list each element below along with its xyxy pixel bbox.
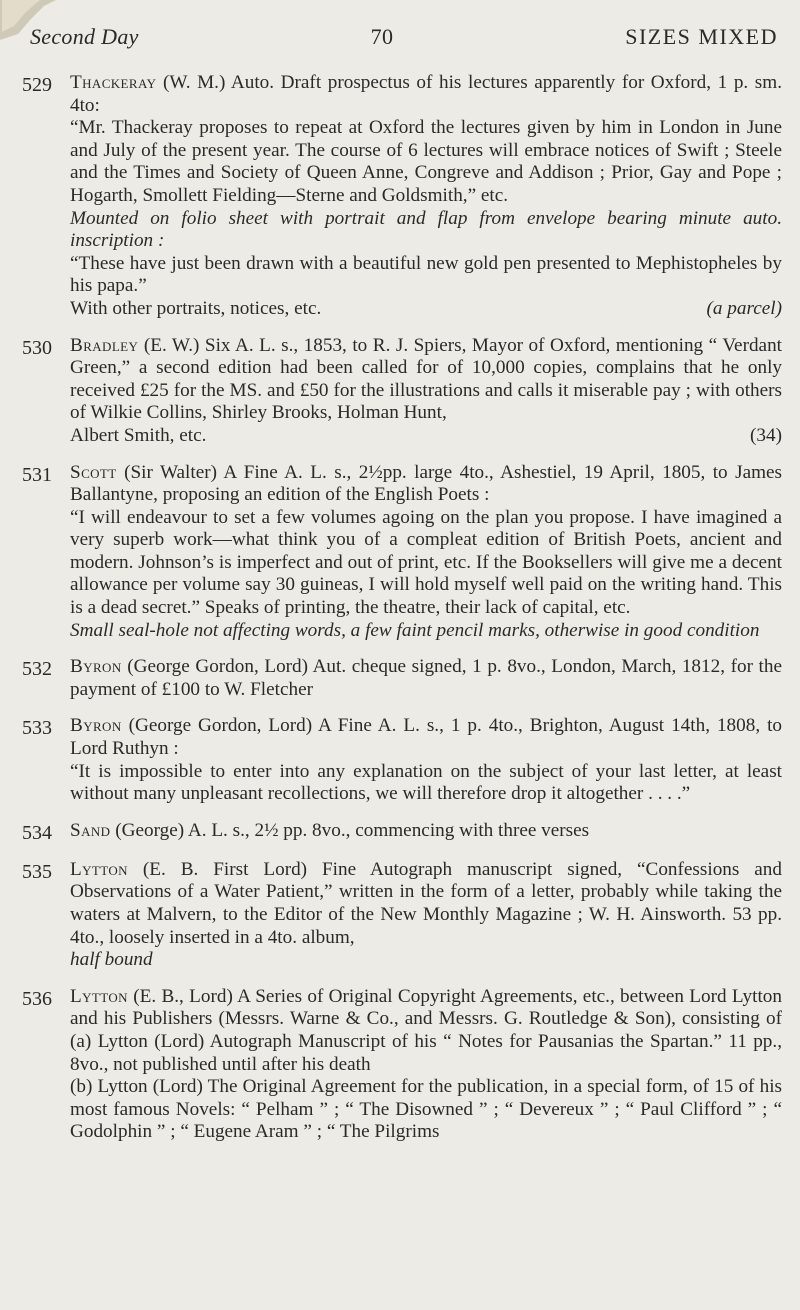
lot-number: 533 (22, 717, 52, 740)
lot-quote-2: “These have just been drawn with a beautiful new gold pen presented to Mephistopheles by his papa.” (70, 252, 782, 297)
lot-author: Lytton (70, 858, 128, 880)
lot-number: 530 (22, 336, 52, 359)
lot-description: (Sir Walter) A Fine A. L. s., 2½pp. large 4to., Ashestiel, 19 April, 1805, to James Ballantyne, proposing an edition of the English Poets : (70, 461, 782, 506)
lot-tail: Albert Smith, etc. (70, 424, 207, 446)
lot-quantity: (a parcel) (706, 297, 782, 319)
lot-description: (George Gordon, Lord) A Fine A. L. s., 1 p. 4to., Brighton, August 14th, 1808, to Lord Ruthyn : (70, 715, 782, 760)
lot-quantity: (34) (750, 424, 782, 446)
lot-entry (22, 986, 782, 1144)
lot-description: (E. W.) Six A. L. s., 1853, to R. J. Spiers, Mayor of Oxford, mentioning “ Verdant Green,” a second edition had been called for of 10,000 copies, complains that he only received £25 for the MS. and £50 for the illustrations and calls it miserable pay ; with others of Wilkie Collins, Shirley Brooks, Holman Hunt, (70, 334, 782, 424)
lot-author: Thackeray (70, 72, 157, 93)
lot-body (70, 715, 782, 805)
lot-body (70, 72, 782, 321)
lot-quote: “Mr. Thackeray proposes to repeat at Oxford the lectures given by him in London in June and July of the present year. The course of 6 lectures will embrace notices of Swift ; Steele and the Times and Society of Queen Anne, Congreve and Addison ; Prior, Gay and Pope ; Hogarth, Smollett Fielding—Sterne and Goldsmith,” etc. (70, 117, 782, 206)
lot-description: (E. B. First Lord) Fine Autograph manuscript signed, “Confessions and Observations of a Water Patient,” written in the form of a letter, probably while taking the waters at Malvern, to the Editor of the New Monthly Magazine ; W. H. Ainsworth. 53 pp. 4to., loosely inserted in a 4to. album, (70, 858, 782, 948)
lot-entry (22, 859, 782, 972)
lot-author: Scott (70, 461, 117, 483)
lot-entry (22, 820, 782, 845)
lot-author: Lytton (70, 985, 128, 1007)
lot-condition: Small seal-hole not affecting words, a few faint pencil marks, otherwise in good condition (70, 619, 760, 641)
lot-list (22, 72, 782, 1158)
lot-condition: half bound (70, 949, 153, 971)
lot-quote: “I will endeavour to set a few volumes agoing on the plan you propose. I have imagined a very superb work—what think you of a compleat edition of British Poets, ancient and modern. Johnson’s is imperfect and out of print, etc. If the Booksellers will give me a decent allowance per volume say 30 guineas, I will hold myself well paid on the writing hand. This is a dead secret.” Speaks of printing, the theatre, their lack of capital, etc. (70, 506, 782, 619)
lot-entry (22, 656, 782, 701)
page-number: 70 (370, 24, 394, 49)
lot-description: (W. M.) Auto. Draft prospectus of his lectures apparently for Oxford, 1 p. sm. 4to: (70, 72, 782, 116)
lot-number: 535 (22, 860, 52, 883)
lot-quote: (b) Lytton (Lord) The Original Agreement for the publication, in a special form, of 15 of his most famous Novels: “ Pelham ” ; “ The Disowned ” ; “ Devereux ” ; “ Paul Clifford ” ; “ Godolphin ” ; “ Eugene Aram ” ; “ The Pilgrims (70, 1076, 782, 1143)
lot-author: Byron (70, 715, 122, 737)
lot-author: Bradley (70, 334, 139, 356)
lot-entry (22, 715, 782, 805)
lot-body (70, 986, 782, 1144)
lot-tail: With other portraits, notices, etc. (70, 297, 322, 319)
section-label: SIZES MIXED (625, 24, 778, 49)
lot-number: 536 (22, 987, 52, 1010)
day-label: Second Day (30, 24, 139, 49)
lot-quote: “It is impossible to enter into any explanation on the subject of your last letter, at least without many unpleasant recollections, we will therefore drop it altogether . . . .” (70, 760, 782, 805)
lot-description: (E. B., Lord) A Series of Original Copyright Agreements, etc., between Lord Lytton and his Publishers (Messrs. Warne & Co., and Messrs. G. Routledge & Son), consisting of (a) Lytton (Lord) Autograph Manuscript of his “ Notes for Pausanias the Spartan.” 11 pp., 8vo., not published until after his death (70, 985, 782, 1075)
lot-body (70, 859, 782, 972)
lot-author: Byron (70, 656, 122, 678)
page-header (30, 24, 778, 64)
lot-body (70, 462, 782, 643)
lot-number: 534 (22, 821, 52, 844)
lot-number: 531 (22, 463, 52, 486)
lot-number: 529 (22, 74, 52, 96)
lot-body (70, 656, 782, 701)
lot-body (70, 335, 782, 448)
lot-description: (George Gordon, Lord) Aut. cheque signed, 1 p. 8vo., London, March, 1812, for the payment of £100 to W. Fletcher (70, 656, 782, 700)
lot-number: 532 (22, 658, 52, 681)
lot-entry (22, 72, 782, 321)
lot-description: (George) A. L. s., 2½ pp. 8vo., commencing with three verses (115, 819, 590, 841)
lot-entry (22, 462, 782, 643)
lot-body (70, 820, 782, 845)
lot-condition: Mounted on folio sheet with portrait and flap from envelope bearing minute auto. inscription : (70, 207, 782, 252)
lot-author: Sand (70, 819, 111, 841)
lot-entry (22, 335, 782, 448)
